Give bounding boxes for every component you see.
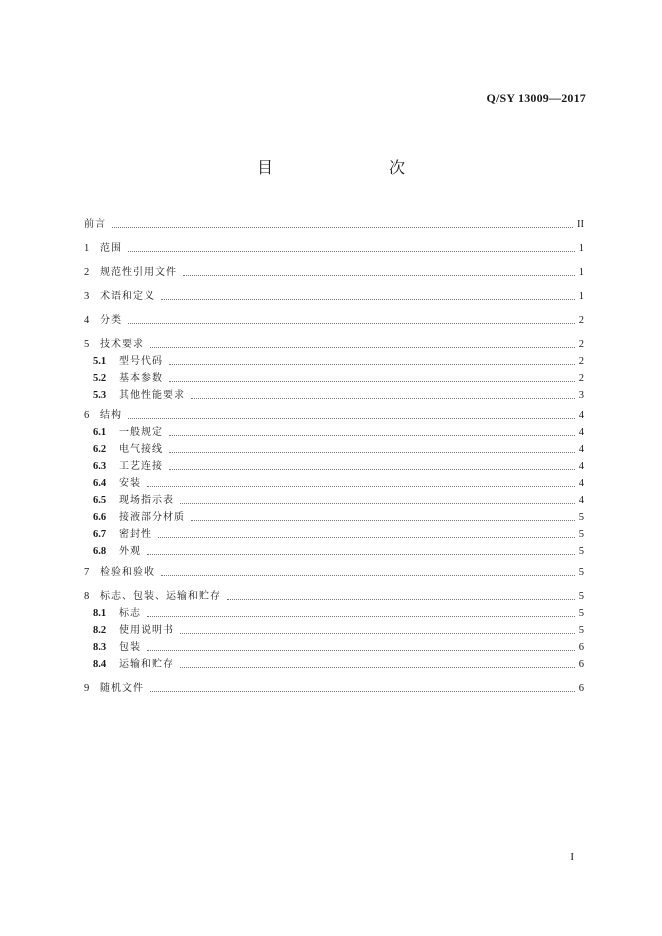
toc-leader-dots xyxy=(180,632,575,634)
toc-leader-dots xyxy=(180,666,575,668)
toc-entry-label: 规范性引用文件 xyxy=(100,267,177,278)
toc-leader-dots xyxy=(147,649,575,651)
toc-entry-label: 运输和贮存 xyxy=(119,659,174,670)
toc-subentry[interactable] xyxy=(84,370,584,388)
toc-entry-page: 5 xyxy=(578,567,584,578)
toc-entry-label: 标志 xyxy=(119,608,141,619)
toc-entry-number: 6.5 xyxy=(93,495,107,506)
toc-entry-number: 7 xyxy=(84,567,90,578)
toc-entry-page: 2 xyxy=(578,339,584,350)
toc-entry-label: 检验和验收 xyxy=(100,567,155,578)
toc-leader-dots xyxy=(191,519,575,521)
toc-subentry[interactable] xyxy=(84,605,584,623)
toc-entry-label: 包装 xyxy=(119,642,141,653)
page-title: 目 次 xyxy=(256,158,433,177)
toc-entry-number: 8 xyxy=(84,591,90,602)
toc-leader-dots xyxy=(128,417,575,419)
toc-leader-dots xyxy=(169,434,575,436)
toc-leader-dots xyxy=(158,536,575,538)
toc-leader-dots xyxy=(150,690,575,692)
toc-leader-dots xyxy=(169,451,575,453)
toc-entry[interactable] xyxy=(84,240,584,258)
toc-entry-page: 4 xyxy=(578,410,584,421)
standard-code: Q/SY 13009—2017 xyxy=(486,91,586,105)
toc-entry-page: 2 xyxy=(578,315,584,326)
toc-entry-page: 1 xyxy=(578,291,584,302)
toc-leader-dots xyxy=(191,397,575,399)
toc-entry-page: 5 xyxy=(578,529,584,540)
toc-entry[interactable] xyxy=(84,407,584,425)
toc-leader-dots xyxy=(183,274,575,276)
toc-entry[interactable] xyxy=(84,216,584,234)
toc-entry-page: 4 xyxy=(578,495,584,506)
toc-entry[interactable] xyxy=(84,564,584,582)
toc-leader-dots xyxy=(150,346,575,348)
toc-entry-page: 4 xyxy=(578,427,584,438)
toc-subentry[interactable] xyxy=(84,353,584,371)
toc-leader-dots xyxy=(169,363,575,365)
toc-entry-page: 4 xyxy=(578,461,584,472)
toc-entry-number: 1 xyxy=(84,243,90,254)
toc-leader-dots xyxy=(128,322,575,324)
toc-entry-page: 4 xyxy=(578,444,584,455)
toc-entry[interactable] xyxy=(84,288,584,306)
toc-entry-number: 3 xyxy=(84,291,90,302)
toc-entry-label: 其他性能要求 xyxy=(119,390,185,401)
toc-entry-number: 6.8 xyxy=(93,546,107,557)
toc-entry-number: 8.4 xyxy=(93,659,107,670)
toc-subentry[interactable] xyxy=(84,387,584,405)
toc-entry[interactable] xyxy=(84,264,584,282)
toc-leader-dots xyxy=(147,485,575,487)
toc-entry-page: 5 xyxy=(578,591,584,602)
toc-entry-page: 2 xyxy=(578,373,584,384)
toc-entry-number: 5.1 xyxy=(93,356,107,367)
toc-entry-label: 范围 xyxy=(100,243,122,254)
toc-entry-label: 结构 xyxy=(100,410,122,421)
toc-entry-number: 6 xyxy=(84,410,90,421)
toc-leader-dots xyxy=(161,574,575,576)
toc-entry-number: 6.1 xyxy=(93,427,107,438)
toc-entry-label: 型号代码 xyxy=(119,356,163,367)
toc-entry-page: 4 xyxy=(578,478,584,489)
toc-leader-dots xyxy=(112,226,573,228)
toc-entry-label: 分类 xyxy=(100,315,122,326)
toc-entry-label: 技术要求 xyxy=(100,339,144,350)
toc-entry[interactable] xyxy=(84,336,584,354)
toc-subentry[interactable] xyxy=(84,509,584,527)
toc-entry-page: 6 xyxy=(578,683,584,694)
toc-leader-dots xyxy=(169,468,575,470)
toc-entry[interactable] xyxy=(84,312,584,330)
toc-subentry[interactable] xyxy=(84,622,584,640)
toc-entry-number: 6.7 xyxy=(93,529,107,540)
toc-leader-dots xyxy=(128,250,575,252)
toc-entry-label: 一般规定 xyxy=(119,427,163,438)
toc-entry-label: 前言 xyxy=(84,219,106,230)
toc-subentry[interactable] xyxy=(84,492,584,510)
toc-entry-label: 电气接线 xyxy=(119,444,163,455)
toc-entry-label: 工艺连接 xyxy=(119,461,163,472)
toc-entry-page: 2 xyxy=(578,356,584,367)
toc-entry-page: 5 xyxy=(578,625,584,636)
toc-entry-number: 6.6 xyxy=(93,512,107,523)
toc-subentry[interactable] xyxy=(84,441,584,459)
toc-entry[interactable] xyxy=(84,588,584,606)
toc-entry-number: 6.2 xyxy=(93,444,107,455)
toc-entry-label: 术语和定义 xyxy=(100,291,155,302)
toc-entry-label: 密封性 xyxy=(119,529,152,540)
toc-entry-page: 1 xyxy=(578,267,584,278)
toc-entry-number: 5 xyxy=(84,339,90,350)
toc-entry-number: 6.4 xyxy=(93,478,107,489)
toc-leader-dots xyxy=(161,298,575,300)
toc-leader-dots xyxy=(169,380,575,382)
toc-entry-number: 8.2 xyxy=(93,625,107,636)
toc-leader-dots xyxy=(147,553,575,555)
toc-entry-number: 5.3 xyxy=(93,390,107,401)
page-number: I xyxy=(570,851,574,863)
toc-subentry[interactable] xyxy=(84,424,584,442)
toc-entry-page: 6 xyxy=(578,659,584,670)
toc-subentry[interactable] xyxy=(84,475,584,493)
toc-entry-page: 5 xyxy=(578,546,584,557)
toc-entry-page: 5 xyxy=(578,512,584,523)
toc-entry[interactable] xyxy=(84,680,584,698)
toc-entry-number: 8.3 xyxy=(93,642,107,653)
toc-entry-label: 使用说明书 xyxy=(119,625,174,636)
toc-entry-number: 4 xyxy=(84,315,90,326)
toc-entry-page: 6 xyxy=(578,642,584,653)
toc-entry-number: 5.2 xyxy=(93,373,107,384)
toc-entry-number: 8.1 xyxy=(93,608,107,619)
toc-leader-dots xyxy=(147,615,575,617)
toc-entry-number: 9 xyxy=(84,683,90,694)
toc-entry-label: 随机文件 xyxy=(100,683,144,694)
toc-leader-dots xyxy=(180,502,575,504)
toc-entry-number: 2 xyxy=(84,267,90,278)
toc-entry-label: 基本参数 xyxy=(119,373,163,384)
toc-entry-label: 标志、包装、运输和贮存 xyxy=(100,591,221,602)
toc-entry-page: II xyxy=(577,219,584,230)
toc-entry-page: 3 xyxy=(578,390,584,401)
toc-subentry[interactable] xyxy=(84,639,584,657)
toc-subentry[interactable] xyxy=(84,458,584,476)
toc-entry-number: 6.3 xyxy=(93,461,107,472)
toc-entry-page: 1 xyxy=(578,243,584,254)
toc-entry-label: 安装 xyxy=(119,478,141,489)
toc-leader-dots xyxy=(227,598,575,600)
toc-entry-label: 接液部分材质 xyxy=(119,512,185,523)
toc-entry-label: 外观 xyxy=(119,546,141,557)
toc-entry-page: 5 xyxy=(578,608,584,619)
toc-subentry[interactable] xyxy=(84,543,584,561)
toc-entry-label: 现场指示表 xyxy=(119,495,174,506)
toc-subentry[interactable] xyxy=(84,656,584,674)
toc-subentry[interactable] xyxy=(84,526,584,544)
